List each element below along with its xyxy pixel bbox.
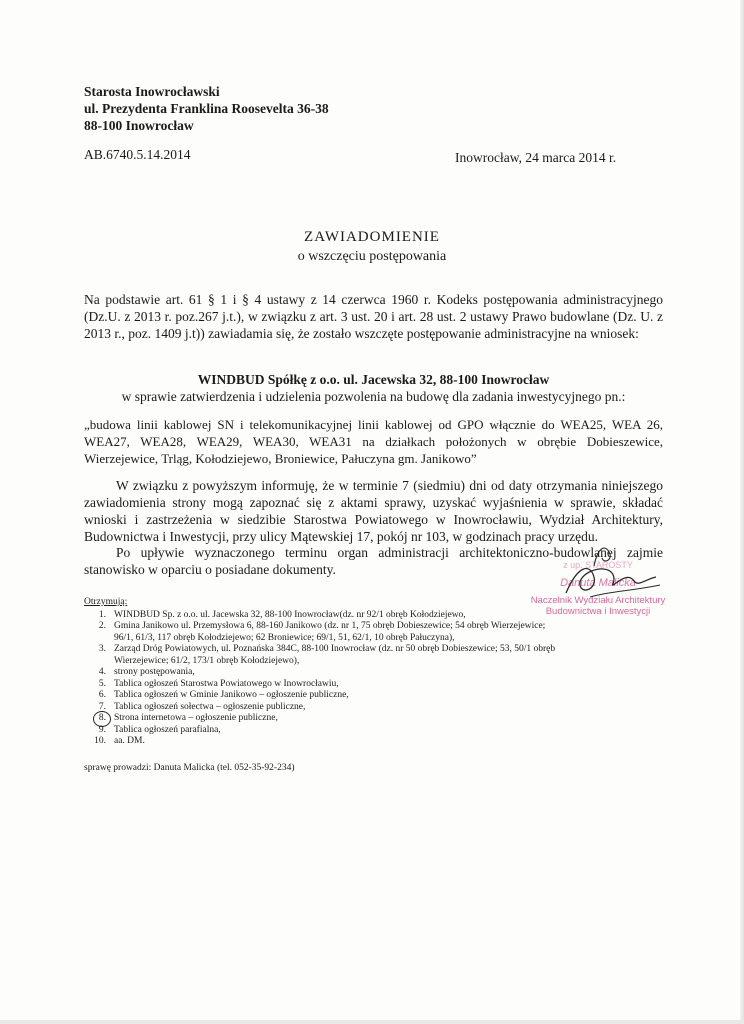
document-title: ZAWIADOMIENIE	[304, 229, 440, 245]
recipient-number: 5.	[98, 678, 106, 689]
recipient-number: 9.	[98, 724, 106, 735]
stamp-signatory-name: Danuta Malicka	[560, 577, 636, 589]
recipient-text: Tablica ogłoszeń w Gminie Janikowo – ogłoszenie publiczne,	[114, 690, 349, 700]
recipient-number: 6.	[98, 690, 106, 700]
sender-name: Starosta Inowrocławski	[84, 84, 220, 99]
recipient-item	[84, 610, 564, 622]
recipient-text: aa. DM.	[114, 736, 145, 746]
applicant-matter: w sprawie zatwierdzenia i udzielenia pozwolenia na budowę dla zadania inwestycyjnego pn.:	[121, 389, 626, 404]
stamp-position-line: Naczelnik Wydziału Architektury	[530, 595, 666, 606]
document-title-block	[0, 229, 744, 265]
recipients-list	[84, 597, 564, 748]
recipient-item	[84, 644, 564, 667]
stamp-department-line: Budownictwa i Inwestycji	[545, 606, 651, 617]
recipient-text: Tablica ogłoszeń sołectwa – ogłoszenie publiczne,	[114, 701, 306, 712]
recipient-item	[84, 621, 564, 644]
recipient-item	[84, 690, 564, 702]
place-and-date: Inowrocław, 24 marca 2014 r.	[455, 150, 617, 165]
recipient-text: strony postępowania,	[114, 667, 195, 677]
scan-edge	[740, 0, 744, 1024]
recipient-item	[84, 736, 564, 748]
legal-basis-paragraph: Na podstawie art. 61 § 1 i § 4 ustawy z 14 czerwca 1960 r. Kodeks postępowania administracyjnego (Dz.U. z 2013 r. poz.267 j.t.), w związku z art. 3 ust. 20 i art. 28 ust. 2 ustawy Prawo budowlane (Dz. U. z 2013 r., poz. 1409 j.t)) zawiadamia się, że zostało wszczęte postępowanie administracyjne na wniosek:	[84, 292, 663, 341]
recipient-text: Tablica ogłoszeń Starostwa Powiatowego w Inowrocławiu,	[114, 678, 339, 689]
recipient-item	[84, 679, 564, 691]
recipient-number: 3.	[98, 644, 106, 654]
recipients-header: Otrzymują:	[84, 597, 128, 607]
recipient-item	[84, 725, 564, 737]
case-officer-note: sprawę prowadzi: Danuta Malicka (tel. 052-35-92-234)	[84, 763, 295, 773]
recipient-item	[84, 702, 564, 714]
applicant-block	[84, 371, 663, 405]
sender-address-block	[84, 83, 329, 134]
recipient-text: WINDBUD Sp. z o.o. ul. Jacewska 32, 88-100 Inowrocław(dz. nr 92/1 obręb Kołodziejewo,	[114, 609, 466, 620]
recipient-item	[84, 667, 564, 679]
information-paragraph: W związku z powyższym informuję, że w terminie 7 (siedmiu) dni od daty otrzymania niniejszego zawiadomienia strony mogą zapoznać się z aktami sprawy, uzyskać wyjaśnienia w sprawie, składać wnioski i zastrzeżenia w siedzibie Starostwa Powiatowego w Inowrocławiu, Wydział Architektury, Budownictwa i Inwestycji, przy ulicy Mątewskiej 17, pokój nr 103, w godzinach pracy urzędu.	[84, 478, 663, 544]
recipient-number: 4.	[98, 667, 106, 677]
applicant-name: WINDBUD Spółkę z o.o. ul. Jacewska 32, 88-100 Inowrocław	[197, 372, 550, 387]
recipient-text: Tablica ogłoszeń parafialna,	[114, 724, 221, 735]
recipient-number: 8.	[98, 713, 106, 723]
recipient-text: Gmina Janikowo ul. Przemysłowa 6, 88-160 Janikowo (dz. nr 1, 75 obręb Dobieszewice; 54 obręb Wierzejewice; 96/1, 61/3, 117 obręb Kołodziejewo; 62 Broniewice; 69/1, 51, 62/1, 10 obręb Pałuczyna),	[114, 621, 546, 643]
ink-mark	[590, 540, 620, 570]
scan-edge	[0, 1020, 744, 1024]
stamp-authority-line: z up. STAROSTY	[563, 560, 633, 570]
project-description: „budowa linii kablowej SN i telekomunikacyjnej linii kablowej od GPO włącznie do WEA25, WEA 26, WEA27, WEA28, WEA29, WEA30, WEA31 na działkach położonych w obrębie Dobieszewice, Wierzejewice, Trląg, Kołodziejewo, Broniewice, Pałuczyna gm. Janikowo”	[84, 417, 663, 466]
document-subtitle: o wszczęciu postępowania	[297, 249, 447, 264]
recipient-number: 10.	[94, 736, 106, 746]
recipient-number: 2.	[98, 621, 106, 631]
recipient-text: Strona internetowa – ogłoszenie publiczne,	[114, 713, 278, 723]
recipient-number: 7.	[98, 701, 106, 712]
sender-street: ul. Prezydenta Franklina Roosevelta 36-38	[84, 101, 329, 116]
recipient-text: Zarząd Dróg Powiatowych, ul. Poznańska 384C, 88-100 Inowrocław (dz. nr 50 obręb Dobieszewice; 53, 50/1 obręb Wierzejewice; 61/2, 173/1 obręb Kołodziejewo),	[114, 644, 556, 666]
recipient-number-circled	[84, 713, 114, 725]
reference-number: AB.6740.5.14.2014	[84, 147, 191, 162]
deadline-paragraph: Po upływie wyznaczonego terminu organ administracji architektoniczno-budowlanej zajmie stanowisko w oparciu o posiadane dokumenty.	[84, 545, 663, 577]
recipient-item	[84, 713, 564, 725]
sender-city: 88-100 Inowrocław	[84, 118, 194, 133]
recipient-number: 1.	[98, 609, 106, 620]
